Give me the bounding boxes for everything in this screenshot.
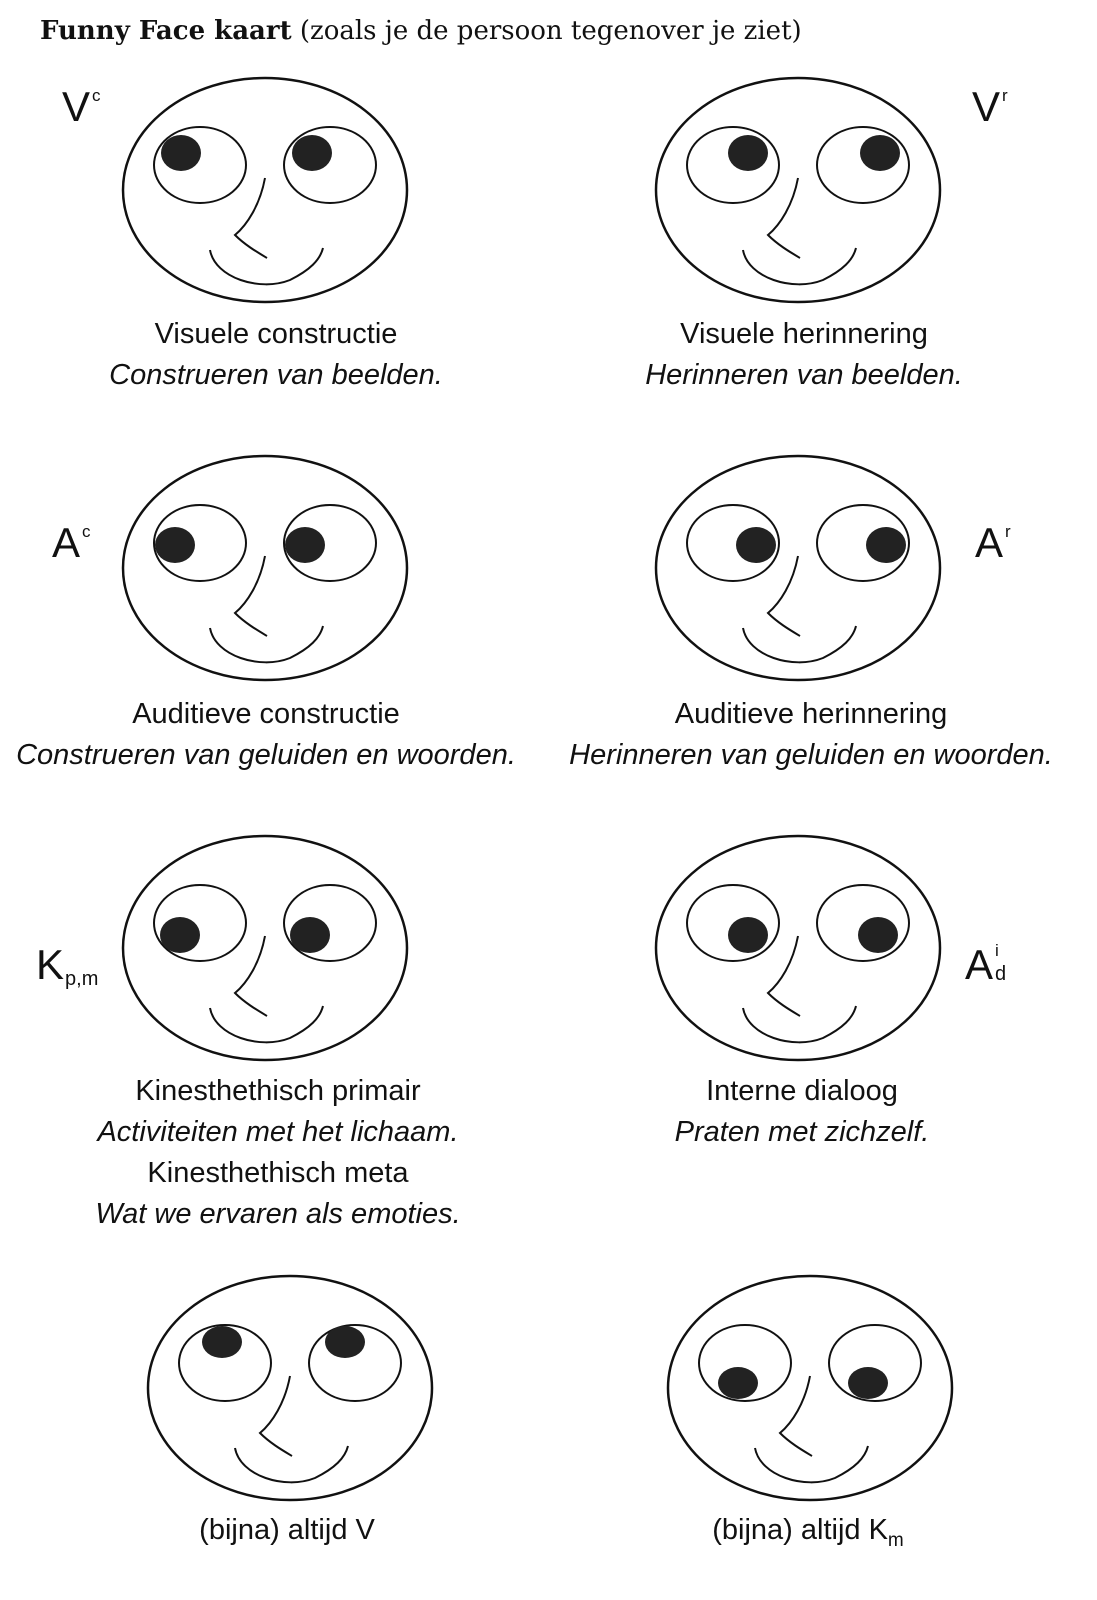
code-vc: V $^c$ [62, 83, 101, 130]
face-visual-remember [648, 70, 948, 310]
face-icon [115, 448, 415, 688]
code-vr: V $^r$ [972, 83, 1008, 130]
caption-auditory-remember: Auditieve herinnering Herinneren van geluiden en woorden. [569, 698, 1053, 771]
code-kpm: $K_{p,m}$ [36, 941, 99, 990]
caption-always-kinesthetic: (bijna) altijd $K_m$ [712, 1514, 904, 1551]
face-internal-dialogue [648, 828, 948, 1068]
caption-kinesthetic: Kinesthethisch primair Activiteiten met het lichaam. Kinesthethisch meta Wat we ervaren als emoties. [95, 1075, 461, 1230]
face-icon [115, 70, 415, 310]
code-aid: A i d [965, 941, 1007, 988]
title-subtitle: (zoals je de persoon tegenover je ziet) [299, 16, 802, 46]
face-icon [648, 448, 948, 688]
face-icon [648, 828, 948, 1068]
face-icon [660, 1268, 960, 1508]
face-visual-construct [115, 70, 415, 310]
caption-internal-dialogue: Interne dialoog Praten met zichzelf. [674, 1075, 930, 1148]
face-always-kinesthetic [660, 1268, 960, 1508]
caption-always-visual: (bijna) altijd V [199, 1514, 375, 1546]
page-title [40, 16, 802, 46]
face-auditory-remember [648, 448, 948, 688]
face-auditory-construct [115, 448, 415, 688]
caption-visual-remember: Visuele herinnering Herinneren van beelden. [645, 318, 963, 391]
face-kinesthetic [115, 828, 415, 1068]
code-ac: A $^c$ [52, 519, 91, 566]
title-bold: Funny Face kaart [40, 16, 292, 46]
caption-visual-construct: Visuele constructie Construeren van beelden. [109, 318, 443, 391]
face-icon [648, 70, 948, 310]
face-icon [115, 828, 415, 1068]
caption-auditory-construct: Auditieve constructie Construeren van geluiden en woorden. [16, 698, 516, 771]
code-ar: A $^r$ [975, 519, 1011, 566]
face-icon [140, 1268, 440, 1508]
face-always-visual [140, 1268, 440, 1508]
